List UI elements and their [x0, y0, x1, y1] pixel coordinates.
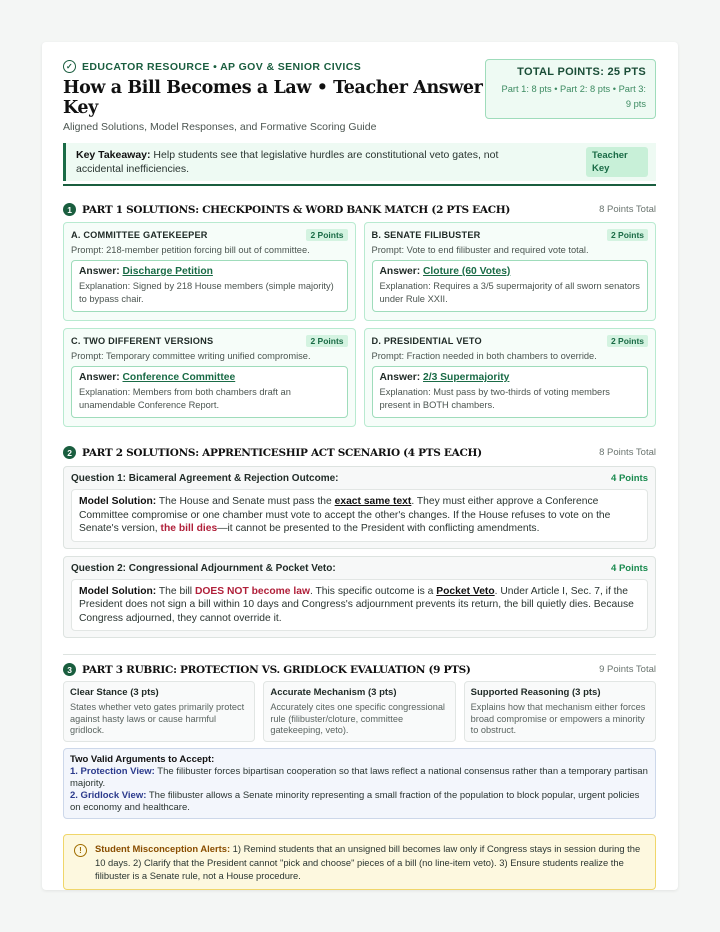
model-text: . This specific outcome is a [309, 585, 437, 597]
part3-points: 9 Points Total [599, 664, 656, 675]
answer-explanation: Explanation: Must pass by two-thirds of voting members present in BOTH chambers. [379, 387, 610, 410]
check-circle-icon: ✓ [63, 60, 76, 73]
rubric-label: Accurate Mechanism (3 pts) [270, 687, 397, 698]
part3-title-text: PART 3 RUBRIC: PROTECTION VS. GRIDLOCK EVALUATION (9 PTS) [82, 663, 471, 676]
rubric-grid [63, 681, 656, 742]
checkpoint-card [63, 328, 356, 427]
total-points: TOTAL POINTS: 25 PTS [517, 66, 646, 78]
answer-line [79, 266, 340, 277]
page-title: How a Bill Becomes a Law • Teacher Answer Key [63, 78, 483, 118]
alert-label: Student Misconception Alerts: [95, 843, 231, 854]
model-solution [71, 579, 648, 632]
model-text: . They must either approve a Conference Committee compromise or one chamber must vote to accept the other's changes. If the House refuses to vote on the Senate's version, [79, 496, 611, 534]
part2-header [63, 446, 656, 459]
answer-box [372, 366, 649, 418]
alert-text [95, 842, 647, 883]
part1-points: 8 Points Total [599, 204, 656, 215]
total-points-box [485, 59, 656, 119]
answer-value: Discharge Petition [122, 266, 213, 277]
warning-icon: ! [74, 844, 87, 857]
answer-line [380, 372, 641, 383]
answer-box [372, 260, 649, 312]
emphasis-red: DOES NOT become law [194, 585, 310, 597]
valid-arguments-box [63, 748, 656, 819]
part2-number-badge: 2 [63, 446, 76, 459]
answer-box [71, 366, 348, 418]
points-pill: 2 Points [607, 229, 648, 241]
card-prompt: Prompt: Fraction needed in both chambers to override. [371, 351, 597, 361]
answer-explanation: Explanation: Signed by 218 House members (simple majority) to bypass chair. [79, 281, 334, 304]
card-prompt: Prompt: 218-member petition forcing bill out of committee. [71, 245, 310, 255]
rubric-description: Explains how that mechanism either forces broad compromise or empowers a minority to obstruct. [470, 702, 646, 735]
question-header [71, 473, 648, 484]
eyebrow [63, 60, 485, 73]
header-left [63, 58, 485, 133]
misconception-alert [63, 834, 656, 890]
rubric-description: States whether veto gates primarily protect against hasty laws or cause harmful gridlock. [70, 702, 245, 735]
answer-value: Cloture (60 Votes) [423, 266, 511, 277]
eyebrow-text: EDUCATOR RESOURCE • AP GOV & SENIOR CIVICS [82, 60, 362, 73]
model-text: The House and Senate must pass the [156, 496, 335, 507]
answer-label: Answer: [79, 372, 123, 383]
question-label: Question 2: Congressional Adjournment & Pocket Veto: [71, 562, 336, 574]
question-points: 4 Points [611, 562, 648, 574]
question-card [63, 466, 656, 549]
card-prompt: Prompt: Vote to end filibuster and required vote total. [371, 245, 589, 255]
card-header [372, 335, 649, 347]
part3-header [63, 663, 656, 676]
part1-header [63, 203, 656, 216]
answer-label: Answer: [379, 266, 423, 277]
teacher-key-badge: Teacher Key [586, 147, 648, 177]
part1-number-badge: 1 [63, 203, 76, 216]
key-takeaway [63, 143, 656, 181]
answer-value: Conference Committee [122, 372, 236, 383]
part3-number-badge: 3 [63, 663, 76, 676]
rubric-card [63, 681, 255, 742]
rubric-description: Accurately cites one specific congressional rule (filibuster/cloture, committee gatekeeping, veto). [270, 702, 445, 735]
part1-cards [63, 222, 656, 427]
takeaway-label: Key Takeaway: [76, 149, 151, 161]
answer-line [79, 372, 340, 383]
part2-points: 8 Points Total [599, 447, 656, 458]
card-prompt: Prompt: Temporary committee writing unified compromise. [71, 351, 311, 361]
points-breakdown: Part 1: 8 pts • Part 2: 8 pts • Part 3: 9 pts [501, 84, 646, 109]
header [63, 58, 656, 133]
model-solution-label: Model Solution: [79, 585, 157, 597]
answer-value: 2/3 Supermajority [423, 372, 510, 383]
answer-box [71, 260, 348, 312]
question-header [71, 563, 648, 574]
points-pill: 2 Points [607, 335, 648, 347]
model-text: The bill [156, 585, 195, 597]
part1-title [63, 203, 510, 216]
valid-arguments-title: Two Valid Arguments to Accept: [70, 754, 215, 765]
section-divider [63, 654, 656, 655]
model-solution [71, 489, 648, 542]
card-label: B. SENATE FILIBUSTER [371, 230, 481, 240]
alert-body: 1) Remind students that an unsigned bill becomes law only if Congress stays in session during the 10 days. 2) Clarify that the President cannot "pick and choose" pieces of a bill (no line-item veto). 3) Ensure students realize the filibuster is a Senate rule, not a House procedure. [95, 843, 641, 881]
points-pill: 2 Points [306, 335, 347, 347]
model-text: . Under Article I, Sec. 7, if the President does not sign a bill within 10 days and Congress's adjournment prevents its return, the bill quietly dies. Because Congress adjourned, they cannot override it. [79, 585, 634, 624]
rubric-card [464, 681, 656, 742]
card-header [71, 335, 348, 347]
checkpoint-card [364, 328, 657, 427]
emphasis-underline: exact same text [334, 496, 412, 507]
card-label: D. PRESIDENTIAL VETO [371, 336, 482, 346]
takeaway-body: Help students see that legislative hurdles are constitutional veto gates, not accidental inefficiencies. [76, 149, 499, 175]
part2-title [63, 446, 482, 459]
model-text: —it cannot be presented to the President with conflicting amendments. [217, 523, 540, 534]
part3-title [63, 663, 471, 676]
answer-label: Answer: [79, 266, 123, 277]
card-label: A. COMMITTEE GATEKEEPER [71, 230, 208, 240]
rubric-label: Supported Reasoning (3 pts) [470, 687, 601, 698]
answer-line [380, 266, 641, 277]
rubric-label: Clear Stance (3 pts) [70, 687, 159, 698]
rubric-card [263, 681, 455, 742]
question-card [63, 556, 656, 639]
argument-text: The filibuster allows a Senate minority representing a small fraction of the population to block popular, urgent policies on economy and healthcare. [70, 790, 640, 813]
answer-explanation: Explanation: Requires a 3/5 supermajority of all sworn senators under Rule XXII. [379, 281, 640, 304]
page-subtitle: Aligned Solutions, Model Responses, and Formative Scoring Guide [63, 121, 377, 133]
model-solution-label: Model Solution: [79, 496, 157, 507]
points-pill: 2 Points [306, 229, 347, 241]
argument-text: The filibuster forces bipartisan cooperation so that laws reflect a national consensus rather than a temporary partisan majority. [70, 766, 648, 789]
part1-title-text: PART 1 SOLUTIONS: CHECKPOINTS & WORD BANK MATCH (2 PTS EACH) [82, 203, 511, 216]
argument-gridlock [70, 790, 649, 814]
answer-key-page [42, 42, 678, 890]
answer-label: Answer: [379, 372, 423, 383]
checkpoint-card [364, 222, 657, 321]
card-label: C. TWO DIFFERENT VERSIONS [71, 336, 214, 346]
header-divider [63, 184, 656, 186]
card-header [372, 229, 649, 241]
part2-title-text: PART 2 SOLUTIONS: APPRENTICESHIP ACT SCENARIO (4 PTS EACH) [82, 446, 482, 459]
emphasis-red: the bill dies [160, 523, 218, 534]
question-points: 4 Points [611, 473, 648, 484]
argument-label: 1. Protection View: [70, 766, 155, 777]
argument-protection [70, 766, 649, 790]
answer-explanation: Explanation: Members from both chambers draft an unamendable Conference Report. [79, 387, 291, 410]
emphasis-underline: Pocket Veto [436, 585, 495, 597]
argument-label: 2. Gridlock View: [70, 790, 147, 801]
checkpoint-card [63, 222, 356, 321]
takeaway-text [76, 148, 536, 176]
question-label: Question 1: Bicameral Agreement & Rejection Outcome: [71, 473, 339, 484]
card-header [71, 229, 348, 241]
